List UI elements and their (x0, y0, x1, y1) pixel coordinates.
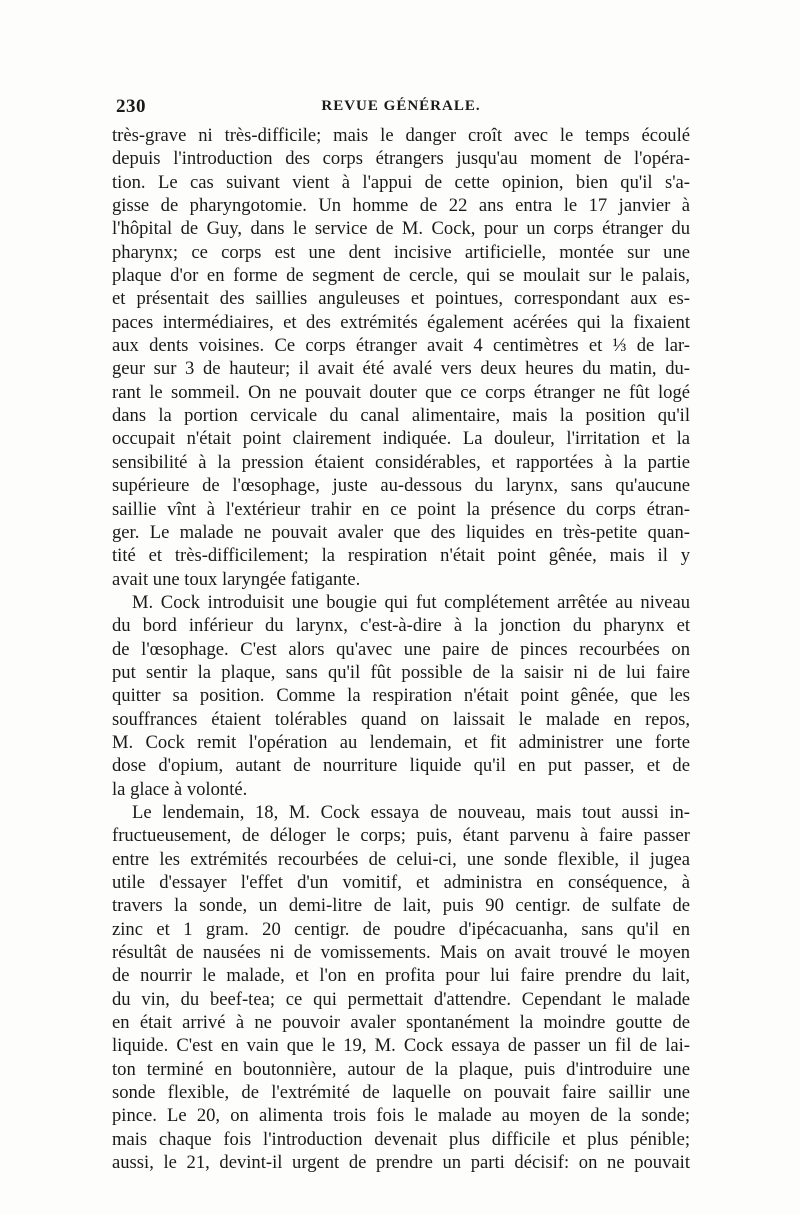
text-line: Le lendemain, 18, M. Cock essaya de nouveau, mais tout aussi in- (132, 801, 690, 823)
text-line: dans la portion cervicale du canal alimentaire, mais la position qu'il (112, 405, 690, 427)
text-line: très-grave ni très-difficile; mais le danger croît avec le temps écoulé (112, 125, 690, 146)
text-line: du bord inférieur du larynx, c'est-à-dire à la jonction du pharynx et (112, 615, 690, 637)
text-line: avait une toux laryngée fatigante. (112, 568, 361, 590)
text-line: ton terminé en boutonnière, autour de la plaque, puis d'introduire une (112, 1058, 690, 1080)
text-line: geur sur 3 de hauteur; il avait été avalé vers deux heures du matin, du- (112, 358, 690, 380)
text-line: travers la sonde, un demi-litre de lait, puis 90 centigr. de sulfate de (112, 895, 690, 917)
paragraph-1 (112, 124, 690, 591)
text-line: sonde flexible, de l'extrémité de laquelle on pouvait faire saillir une (112, 1082, 690, 1104)
text-line: zinc et 1 gram. 20 centigr. de poudre d'ipécacuanha, sans qu'il en (112, 918, 690, 940)
text-line: rant le sommeil. On ne pouvait douter que ce corps étranger ne fût logé (112, 381, 690, 403)
text-line: de nourrir le malade, et l'on en profita pour lui faire prendre du lait, (112, 965, 690, 987)
text-line: aussi, le 21, devint-il urgent de prendre un parti décisif: on ne pouvait (112, 1152, 690, 1174)
text-line: plaque d'or en forme de segment de cercle, qui se moulait sur le palais, (112, 265, 690, 287)
text-line: souffrances étaient tolérables quand on laissait le malade en repos, (112, 708, 690, 730)
text-line: quitter sa position. Comme la respiration n'était point gênée, que les (112, 685, 690, 707)
text-line: mais chaque fois l'introduction devenait plus difficile et plus pénible; (112, 1128, 690, 1150)
text-line: utile d'essayer l'effet d'un vomitif, et administra en conséquence, à (112, 872, 690, 893)
page-number: 230 (116, 96, 146, 117)
text-line: ger. Le malade ne pouvait avaler que des liquides en très-petite quan- (112, 521, 690, 543)
paragraph-3 (112, 801, 690, 1175)
text-line: du vin, du beef-tea; ce qui permettait d'attendre. Cependant le malade (112, 988, 690, 1010)
text-line: fructueusement, de déloger le corps; puis, étant parvenu à faire passer (112, 825, 690, 847)
text-line: M. Cock remit l'opération au lendemain, et fit administrer une forte (112, 731, 690, 753)
text-line: M. Cock introduisit une bougie qui fut complétement arrêtée au niveau (132, 591, 690, 613)
text-line: en était arrivé à ne pouvoir avaler spontanément la moindre goutte de (112, 1012, 690, 1034)
text-line: occupait n'était point clairement indiquée. La douleur, l'irritation et la (112, 428, 690, 450)
text-line: gisse de pharyngotomie. Un homme de 22 ans entra le 17 janvier à (112, 195, 690, 217)
text-line: tité et très-difficilement; la respiration n'était point gênée, mais il y (112, 545, 690, 567)
text-line: de l'œsophage. C'est alors qu'avec une paire de pinces recourbées on (112, 638, 690, 660)
text-line: paces intermédiaires, et des extrémités également acérées qui la fixaient (112, 311, 690, 333)
running-title: REVUE GÉNÉRALE. (321, 98, 481, 114)
text-line: et présentait des saillies anguleuses et pointues, correspondant aux es- (112, 288, 690, 310)
text-line: l'hôpital de Guy, dans le service de M. Cock, pour un corps étranger du (112, 218, 690, 240)
text-line: depuis l'introduction des corps étrangers jusqu'au moment de l'opéra- (112, 148, 690, 170)
text-line: pince. Le 20, on alimenta trois fois le malade au moyen de la sonde; (112, 1105, 690, 1127)
text-line: put sentir la plaque, sans qu'il fût possible de la saisir ni de lui faire (112, 661, 690, 683)
book-page (112, 96, 690, 1174)
text-line: résultât de nausées ni de vomissements. Mais on avait trouvé le moyen (112, 942, 690, 964)
text-line: aux dents voisines. Ce corps étranger avait 4 centimètres et ⅓ de lar- (112, 335, 690, 357)
paragraph-2 (112, 591, 690, 801)
text-line: tion. Le cas suivant vient à l'appui de cette opinion, bien qu'il s'a- (112, 171, 690, 193)
text-line: saillie vînt à l'extérieur trahir en ce point la présence du corps étran- (112, 498, 690, 520)
text-line: entre les extrémités recourbées de celui-ci, une sonde flexible, il jugea (112, 848, 690, 870)
text-line: pharynx; ce corps est une dent incisive artificielle, montée sur une (112, 241, 690, 263)
page-header (112, 96, 690, 122)
text-line: supérieure de l'œsophage, juste au-dessous du larynx, sans qu'aucune (112, 475, 690, 497)
text-line: dose d'opium, autant de nourriture liquide qu'il en put passer, et de (112, 755, 690, 777)
body-text (112, 124, 690, 1174)
text-line: sensibilité à la pression étaient considérables, et rapportées à la partie (112, 451, 690, 473)
text-line: liquide. C'est en vain que le 19, M. Cock essaya de passer un fil de lai- (112, 1035, 690, 1057)
text-line: la glace à volonté. (112, 778, 248, 800)
